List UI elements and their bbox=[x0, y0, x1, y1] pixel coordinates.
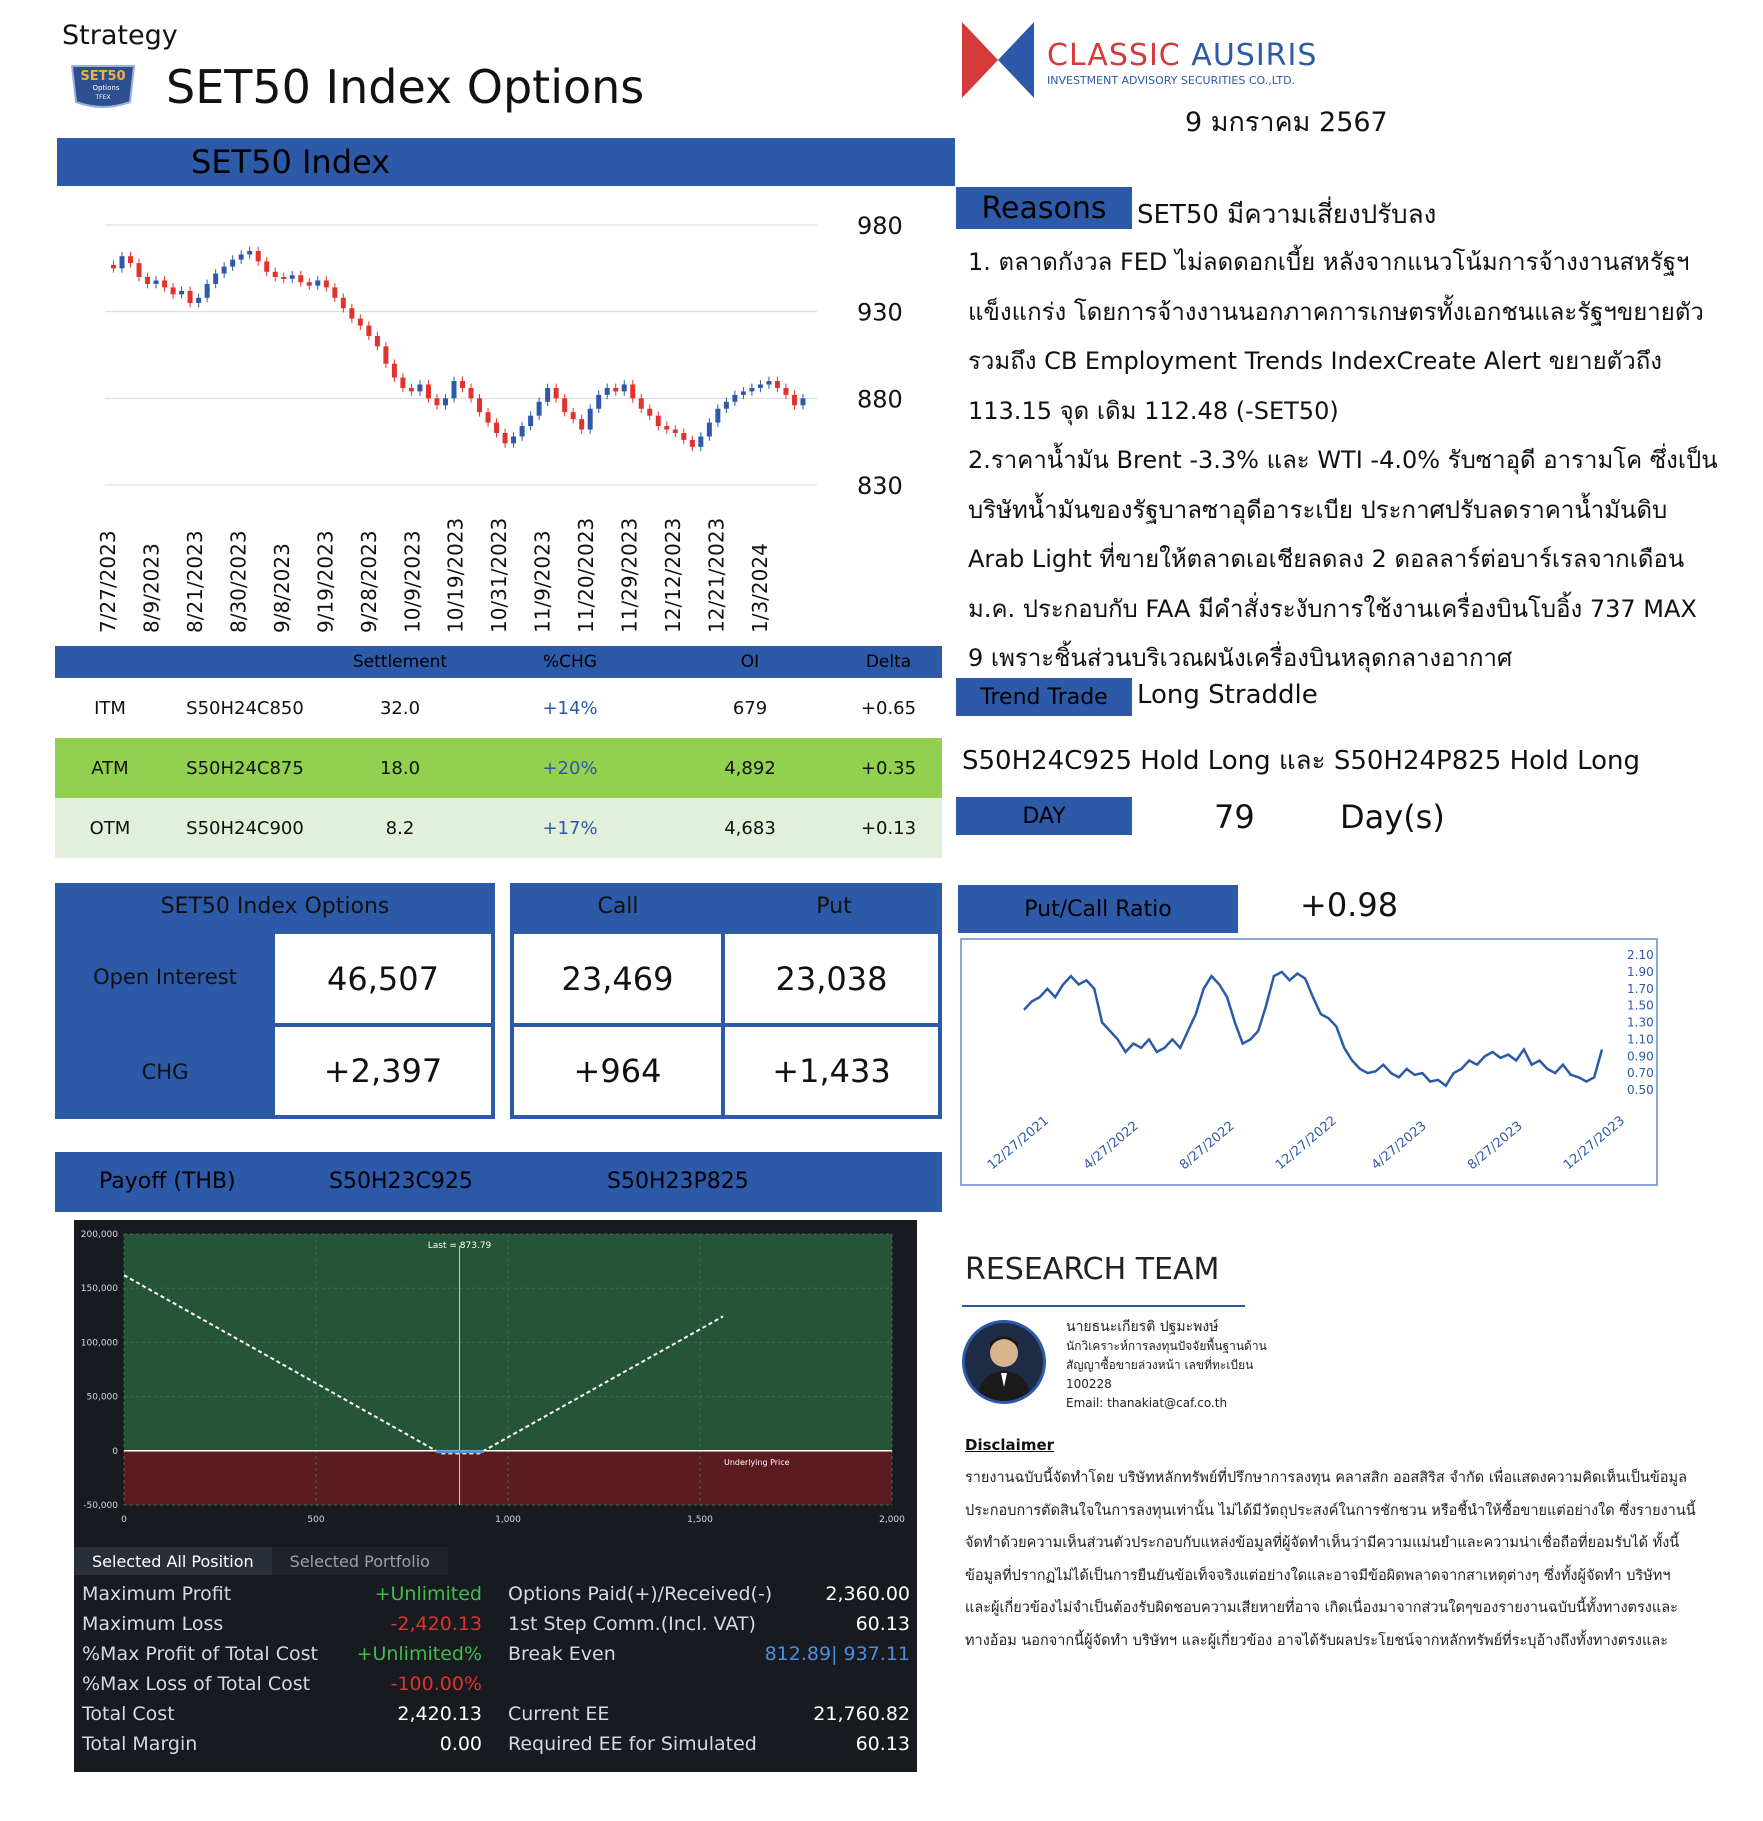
candle-body bbox=[528, 416, 533, 426]
candle-body bbox=[120, 256, 125, 268]
last-price-label: Last = 873.79 bbox=[427, 1241, 492, 1251]
pcr-chart bbox=[962, 940, 1656, 1184]
logo-text-top: SET50 bbox=[80, 69, 126, 84]
stat-value: +Unlimited bbox=[374, 1583, 482, 1605]
candle-body bbox=[707, 423, 712, 437]
pay-y-tick: 100,000 bbox=[80, 1338, 118, 1349]
candle-body bbox=[749, 388, 754, 391]
stat-row-right bbox=[508, 1610, 910, 1638]
candle-body bbox=[366, 326, 371, 336]
row-chg: +14% bbox=[542, 697, 598, 719]
stat-value: 2,420.13 bbox=[397, 1703, 482, 1725]
x-tick-label: 7/27/2023 bbox=[96, 530, 120, 633]
table-row bbox=[55, 738, 942, 798]
trend-trade-value: Long Straddle bbox=[1137, 680, 1318, 710]
stat-row-left bbox=[82, 1640, 482, 1668]
candle-body bbox=[128, 256, 133, 263]
candle-body bbox=[230, 260, 235, 267]
candle-body bbox=[605, 388, 610, 395]
candle-body bbox=[281, 277, 286, 279]
row-delta: +0.35 bbox=[860, 757, 917, 779]
row-oi: 679 bbox=[732, 697, 768, 719]
candle-body bbox=[741, 391, 746, 394]
candle-body bbox=[256, 251, 261, 261]
stat-label: Current EE bbox=[508, 1703, 610, 1725]
row-delta: +0.65 bbox=[860, 697, 917, 719]
pcr-x-tick: 4/27/2023 bbox=[1368, 1118, 1430, 1174]
candle-body bbox=[639, 398, 644, 408]
analyst-role1: นักวิเคราะห์การลงทุนปัจจัยพื้นฐานด้าน bbox=[1066, 1339, 1267, 1353]
candle-body bbox=[273, 272, 278, 277]
set50-index-chart bbox=[57, 195, 957, 635]
research-title: RESEARCH TEAM bbox=[965, 1252, 1220, 1287]
logo-text-bot: TFEX bbox=[95, 94, 111, 101]
stat-value: 21,760.82 bbox=[813, 1703, 910, 1725]
candle-body bbox=[732, 395, 737, 402]
reason-line: 9 เพราะชิ้นส่วนบริเวณผนังเครื่องบินหลุดกลางอากาศ bbox=[968, 644, 1513, 672]
candle-body bbox=[783, 388, 788, 395]
candle-body bbox=[562, 398, 567, 412]
x-tick-label: 11/29/2023 bbox=[617, 517, 642, 633]
candle-body bbox=[664, 426, 669, 429]
reason-line: Arab Light ที่ขายให้ตลาดเอเชียลดลง 2 ดอลลาร์ต่อบาร์เรลจากเดือน bbox=[968, 545, 1685, 573]
candle-body bbox=[571, 412, 576, 419]
reasons-tag: Reasons bbox=[956, 187, 1132, 229]
candle-body bbox=[171, 287, 176, 294]
candle-body bbox=[213, 274, 218, 284]
pcr-x-tick: 12/27/2021 bbox=[984, 1113, 1052, 1174]
candle-body bbox=[451, 381, 456, 398]
candle-body bbox=[137, 263, 142, 277]
stat-row-left bbox=[82, 1610, 482, 1638]
candle-body bbox=[298, 275, 303, 282]
candle-body bbox=[630, 384, 635, 398]
candle-body bbox=[477, 398, 482, 412]
set50-options-logo bbox=[68, 62, 138, 110]
row-settlement: 18.0 bbox=[379, 757, 421, 779]
brand-name-b: AUSIRIS bbox=[1180, 38, 1318, 73]
pcr-y-tick: 2.10 bbox=[1627, 948, 1654, 962]
candle-body bbox=[179, 291, 184, 294]
row-series: S50H24C900 bbox=[186, 817, 304, 839]
candle-body bbox=[690, 440, 695, 447]
row-settlement: 8.2 bbox=[385, 817, 415, 839]
pay-y-tick: -50,000 bbox=[83, 1501, 118, 1511]
put-chg-value: +1,433 bbox=[725, 1027, 938, 1115]
candle-body bbox=[622, 384, 627, 391]
pcr-x-tick: 12/27/2022 bbox=[1272, 1113, 1340, 1174]
pcr-y-tick: 0.70 bbox=[1627, 1066, 1654, 1081]
report-date: 9 มกราคม 2567 bbox=[1185, 107, 1388, 138]
pcr-x-tick: 8/27/2022 bbox=[1176, 1118, 1238, 1174]
payoff-tabs bbox=[74, 1547, 448, 1575]
header-settlement: Settlement bbox=[352, 652, 448, 672]
brand-logo bbox=[962, 22, 1318, 102]
payoff-chart bbox=[74, 1220, 917, 1545]
page-title: SET50 Index Options bbox=[166, 60, 645, 114]
tab-selected-all-position[interactable]: Selected All Position bbox=[74, 1547, 272, 1575]
candle-body bbox=[383, 346, 388, 363]
candle-body bbox=[247, 251, 252, 254]
row-oi: 4,683 bbox=[724, 817, 776, 839]
candle-body bbox=[656, 416, 661, 426]
total-chg-value: +2,397 bbox=[275, 1027, 491, 1115]
candle-body bbox=[307, 282, 312, 285]
stat-row-right bbox=[508, 1700, 910, 1728]
disclaimer-line: ทางอ้อม นอกจากนี้ผู้จัดทำ บริษัทฯ และผู้เกี่ยวข้อง อาจได้รับผลประโยชน์จากหลักทรัพย์ที่ระบุอ้างถึงทั้งทางตรงและ bbox=[965, 1632, 1669, 1649]
days-unit: Day(s) bbox=[1340, 798, 1445, 836]
disclaimer-line: จัดทำด้วยความเห็นส่วนตัวประกอบกับแหล่งข้อมูลที่ผู้จัดทำเห็นว่ามีความแม่นยำและความน่าเชื่อถือที่ยอมรับได้ ทั้งนี้ bbox=[965, 1535, 1680, 1551]
call-chg-value: +964 bbox=[514, 1027, 721, 1115]
candle-body bbox=[792, 395, 797, 405]
candle-body bbox=[315, 280, 320, 285]
candle-body bbox=[579, 419, 584, 429]
pcr-y-tick: 0.50 bbox=[1627, 1083, 1654, 1097]
table-row bbox=[55, 798, 942, 858]
candle-body bbox=[460, 381, 465, 388]
pay-y-tick: 0 bbox=[112, 1446, 118, 1457]
underlying-price-label: Underlying Price bbox=[724, 1457, 790, 1467]
payoff-label: Payoff (THB) bbox=[99, 1169, 236, 1194]
candle-body bbox=[758, 384, 763, 387]
open-interest-label: Open Interest bbox=[93, 964, 237, 989]
candle-body bbox=[341, 298, 346, 308]
candle-body bbox=[613, 388, 618, 391]
candle-body bbox=[349, 308, 354, 318]
candle-body bbox=[681, 433, 686, 440]
candle-body bbox=[392, 364, 397, 378]
candle-body bbox=[588, 409, 593, 430]
put-label: Put bbox=[816, 893, 852, 919]
candle-body bbox=[324, 280, 329, 287]
candle-body bbox=[145, 277, 150, 284]
pcr-y-tick: 1.90 bbox=[1627, 964, 1654, 979]
candle-body bbox=[698, 436, 703, 446]
candle-body bbox=[426, 384, 431, 398]
x-tick-label: 1/3/2024 bbox=[748, 543, 772, 633]
analyst-reg: 100228 bbox=[1066, 1377, 1112, 1391]
stat-row-right bbox=[508, 1670, 910, 1698]
pcr-y-tick: 1.30 bbox=[1627, 1015, 1654, 1030]
reason-line: ม.ค. ประกอบกับ FAA มีคำสั่งระงับการใช้งานเครื่องบินโบอิ้ง 737 MAX bbox=[968, 594, 1697, 623]
x-tick-label: 10/19/2023 bbox=[443, 517, 468, 633]
candle-body bbox=[196, 298, 201, 303]
candle-body bbox=[537, 402, 542, 416]
x-tick-label: 11/9/2023 bbox=[530, 530, 555, 633]
pay-x-tick: 0 bbox=[121, 1515, 127, 1525]
reasons-headline: SET50 มีความเสี่ยงปรับลง bbox=[1137, 200, 1437, 230]
payoff-leg1: S50H23C925 bbox=[329, 1169, 473, 1194]
candle-body bbox=[434, 398, 439, 405]
candle-body bbox=[520, 426, 525, 436]
days-count: 79 bbox=[1214, 798, 1255, 836]
reason-line: 113.15 จุด เดิม 112.48 (-SET50) bbox=[968, 396, 1339, 425]
disclaimer-line: รายงานฉบับนี้จัดทำโดย บริษัทหลักทรัพย์ที่ปรึกษาการลงทุน คลาสสิก ออสสิริส จำกัด เพื่อแสดงความคิดเห็นเป็นข้อมูล bbox=[965, 1470, 1687, 1486]
analyst-avatar bbox=[962, 1320, 1046, 1404]
y-tick-label: 930 bbox=[857, 298, 903, 327]
candle-body bbox=[800, 398, 805, 405]
candle-body bbox=[647, 409, 652, 416]
stat-row-right bbox=[508, 1640, 910, 1668]
brand-name bbox=[1047, 38, 1317, 73]
total-oi-value: 46,507 bbox=[275, 934, 491, 1023]
stat-label: Break Even bbox=[508, 1643, 616, 1665]
oi-panel-title: SET50 Index Options bbox=[160, 893, 390, 919]
stat-value: 812.89| 937.11 bbox=[764, 1643, 910, 1665]
candle-body bbox=[724, 402, 729, 409]
pcr-x-tick: 8/27/2023 bbox=[1464, 1118, 1526, 1174]
candle-body bbox=[554, 388, 559, 398]
candle-body bbox=[596, 395, 601, 409]
analyst-name: นายธนะเกียรติ ปฐมะพงษ์ bbox=[1066, 1319, 1219, 1335]
candle-body bbox=[162, 280, 167, 287]
candle-body bbox=[775, 381, 780, 388]
reason-line: 2.ราคาน้ำมัน Brent -3.3% และ WTI -4.0% รับซาอุดี อารามโค ซึ่งเป็น bbox=[968, 446, 1718, 474]
brand-mark-icon bbox=[962, 22, 1034, 98]
x-tick-label: 9/8/2023 bbox=[269, 543, 294, 633]
row-oi: 4,892 bbox=[724, 757, 776, 779]
x-tick-label: 9/19/2023 bbox=[313, 530, 338, 633]
day-tag: DAY bbox=[956, 797, 1132, 835]
stat-value: 0.00 bbox=[439, 1733, 482, 1755]
stat-label: Maximum Loss bbox=[82, 1613, 224, 1635]
candle-body bbox=[417, 384, 422, 391]
call-put-header bbox=[510, 883, 942, 929]
put-oi-value: 23,038 bbox=[725, 934, 938, 1023]
row-series: S50H24C875 bbox=[186, 757, 304, 779]
pay-y-tick: 50,000 bbox=[86, 1392, 118, 1403]
pay-x-tick: 2,000 bbox=[879, 1515, 905, 1525]
call-put-panel bbox=[510, 883, 942, 1119]
stat-value: -100.00% bbox=[390, 1673, 482, 1695]
candle-body bbox=[503, 433, 508, 443]
row-series: S50H24C850 bbox=[186, 697, 304, 719]
pcr-y-tick: 1.70 bbox=[1627, 981, 1654, 996]
candle-body bbox=[111, 265, 116, 268]
pcr-tag: Put/Call Ratio bbox=[958, 885, 1238, 933]
logo-text-mid: Options bbox=[92, 84, 120, 92]
candle-body bbox=[375, 336, 380, 346]
payoff-leg2: S50H23P825 bbox=[607, 1169, 749, 1194]
candle-body bbox=[486, 412, 491, 422]
stat-row-left bbox=[82, 1700, 482, 1728]
candle-body bbox=[332, 287, 337, 297]
row-type: ATM bbox=[91, 757, 129, 779]
x-tick-label: 8/21/2023 bbox=[182, 530, 207, 633]
disclaimer-line: ประกอบการตัดสินใจในการลงทุนเท่านั้น ไม่ได้มีวัตถุประสงค์ในการชักชวน หรือชี้นำให้ซื้อขายแต่อย่างใด ซึ่งรายงานนี้ bbox=[965, 1502, 1696, 1519]
pay-y-tick: 200,000 bbox=[80, 1230, 118, 1240]
brand-subtitle: INVESTMENT ADVISORY SECURITIES CO.,LTD. bbox=[1047, 74, 1296, 87]
candle-body bbox=[222, 267, 227, 274]
candle-body bbox=[545, 388, 550, 402]
stat-label: %Max Loss of Total Cost bbox=[82, 1673, 311, 1695]
candle-body bbox=[154, 280, 159, 283]
stat-label: 1st Step Comm.(Incl. VAT) bbox=[508, 1613, 756, 1635]
pcr-series-line bbox=[1024, 972, 1602, 1086]
pcr-y-tick: 1.50 bbox=[1627, 998, 1654, 1013]
candle-body bbox=[205, 284, 210, 298]
y-tick-label: 830 bbox=[857, 472, 903, 500]
stat-value: 60.13 bbox=[855, 1613, 910, 1635]
pcr-value: +0.98 bbox=[1300, 886, 1399, 924]
candle-body bbox=[358, 319, 363, 326]
header-delta: Delta bbox=[865, 652, 912, 672]
candle-body bbox=[239, 254, 244, 259]
candle-body bbox=[400, 378, 405, 388]
research-divider bbox=[962, 1305, 1245, 1307]
reason-line: 1. ตลาดกังวล FED ไม่ลดดอกเบี้ย หลังจากแนวโน้มการจ้างงานสหรัฐฯ bbox=[968, 248, 1690, 276]
stat-row-right bbox=[508, 1580, 910, 1608]
x-tick-label: 12/21/2023 bbox=[704, 517, 729, 633]
pay-x-tick: 500 bbox=[307, 1515, 325, 1525]
disclaimer-body bbox=[965, 1462, 1705, 1657]
chg-label: CHG bbox=[141, 1059, 189, 1084]
candle-body bbox=[494, 423, 499, 433]
row-chg: +20% bbox=[542, 757, 598, 779]
pcr-y-tick: 0.90 bbox=[1627, 1049, 1654, 1064]
row-type: OTM bbox=[89, 817, 131, 839]
candle-body bbox=[715, 409, 720, 423]
stat-value: 2,360.00 bbox=[825, 1583, 910, 1605]
reasons-body bbox=[968, 238, 1718, 684]
pcr-x-tick: 12/27/2023 bbox=[1560, 1113, 1628, 1174]
stat-row-right bbox=[508, 1730, 910, 1758]
oi-summary-panel bbox=[55, 883, 495, 1119]
brand-name-a: CLASSIC bbox=[1047, 38, 1181, 73]
disclaimer-line: ข้อมูลที่ปรากฏไม่ได้เป็นการยืนยันข้อเท็จจริงแต่อย่างใดและอาจมีข้อผิดพลาดจากสาเหตุต่างๆ ซึ่งทั้งผู้จัดทำ บริษัทฯ bbox=[965, 1567, 1671, 1584]
payoff-header bbox=[55, 1152, 942, 1212]
candle-body bbox=[443, 398, 448, 405]
stat-label: Maximum Profit bbox=[82, 1583, 232, 1605]
row-settlement: 32.0 bbox=[379, 697, 421, 719]
stat-label: %Max Profit of Total Cost bbox=[82, 1643, 318, 1665]
pay-x-tick: 1,500 bbox=[687, 1515, 713, 1525]
stat-row-left bbox=[82, 1580, 482, 1608]
x-tick-label: 12/12/2023 bbox=[661, 517, 686, 633]
reason-line: แข็งแกร่ง โดยการจ้างงานนอกภาคการเกษตรทั้งเอกชนและรัฐฯขยายตัว bbox=[968, 297, 1704, 326]
stat-row-left bbox=[82, 1730, 482, 1758]
header-chg: %CHG bbox=[543, 652, 597, 672]
stat-value: 60.13 bbox=[855, 1733, 910, 1755]
x-tick-label: 8/30/2023 bbox=[226, 530, 251, 633]
header-oi: OI bbox=[740, 652, 760, 672]
analyst-role2: สัญญาซื้อขายล่วงหน้า เลขที่ทะเบียน bbox=[1066, 1358, 1254, 1372]
candle-body bbox=[511, 436, 516, 443]
stat-value: +Unlimited% bbox=[356, 1643, 482, 1665]
stat-label: Options Paid(+)/Received(-) bbox=[508, 1583, 773, 1605]
table-row bbox=[55, 678, 942, 738]
candle-body bbox=[264, 261, 269, 271]
y-tick-label: 880 bbox=[857, 385, 903, 414]
pcr-chart-frame bbox=[960, 938, 1658, 1186]
table-body bbox=[55, 678, 942, 858]
row-delta: +0.13 bbox=[860, 817, 917, 839]
pay-x-tick: 1,000 bbox=[495, 1515, 521, 1525]
stat-row-left bbox=[82, 1670, 482, 1698]
stat-label: Required EE for Simulated bbox=[508, 1733, 757, 1755]
table-header bbox=[55, 646, 942, 678]
row-type: ITM bbox=[94, 697, 126, 719]
x-tick-label: 11/20/2023 bbox=[574, 517, 599, 633]
candle-body bbox=[409, 388, 414, 391]
candle-body bbox=[188, 291, 193, 303]
y-tick-label: 980 bbox=[857, 212, 903, 240]
pcr-x-tick: 4/27/2022 bbox=[1080, 1118, 1142, 1174]
candle-body bbox=[766, 381, 771, 384]
x-tick-label: 10/9/2023 bbox=[400, 530, 425, 633]
analyst-email[interactable]: Email: thanakiat@caf.co.th bbox=[1066, 1396, 1228, 1410]
options-table bbox=[55, 646, 942, 858]
disclaimer-title: Disclaimer bbox=[965, 1436, 1055, 1454]
x-tick-label: 8/9/2023 bbox=[139, 543, 164, 633]
x-tick-label: 9/28/2023 bbox=[356, 530, 381, 633]
trend-trade-tag: Trend Trade bbox=[956, 678, 1132, 716]
stat-label: Total Cost bbox=[82, 1703, 175, 1725]
row-chg: +17% bbox=[542, 817, 598, 839]
stat-label: Total Margin bbox=[82, 1733, 198, 1755]
disclaimer-line: และผู้เกี่ยวข้องไม่จำเป็นต้องรับผิดชอบความเสียหายที่อาจ เกิดเนื่องมาจากส่วนใดๆของรายงานฉบับนี้ทั้งทางตรงและ bbox=[965, 1600, 1678, 1616]
call-label: Call bbox=[597, 893, 639, 919]
analyst-info bbox=[1066, 1318, 1276, 1413]
index-chart-title: SET50 Index bbox=[57, 138, 955, 186]
strategy-label: Strategy bbox=[62, 20, 178, 51]
x-tick-label: 10/31/2023 bbox=[487, 517, 512, 633]
pay-y-tick: 150,000 bbox=[80, 1284, 118, 1295]
reason-line: รวมถึง CB Employment Trends IndexCreate Alert ขยายตัวถึง bbox=[968, 347, 1662, 375]
call-oi-value: 23,469 bbox=[514, 934, 721, 1023]
candle-body bbox=[290, 275, 295, 278]
candle-body bbox=[673, 430, 678, 433]
pcr-y-tick: 1.10 bbox=[1627, 1032, 1654, 1047]
reason-line: บริษัทน้ำมันของรัฐบาลซาอุดีอาระเบีย ประกาศปรับลดราคาน้ำมันดิบ bbox=[968, 495, 1668, 524]
stat-value: -2,420.13 bbox=[390, 1613, 482, 1635]
payoff-simulator bbox=[74, 1220, 917, 1772]
trend-positions: S50H24C925 Hold Long และ S50H24P825 Hold Long bbox=[962, 746, 1640, 776]
candle-body bbox=[469, 388, 474, 398]
tab-selected-portfolio[interactable]: Selected Portfolio bbox=[272, 1547, 448, 1575]
